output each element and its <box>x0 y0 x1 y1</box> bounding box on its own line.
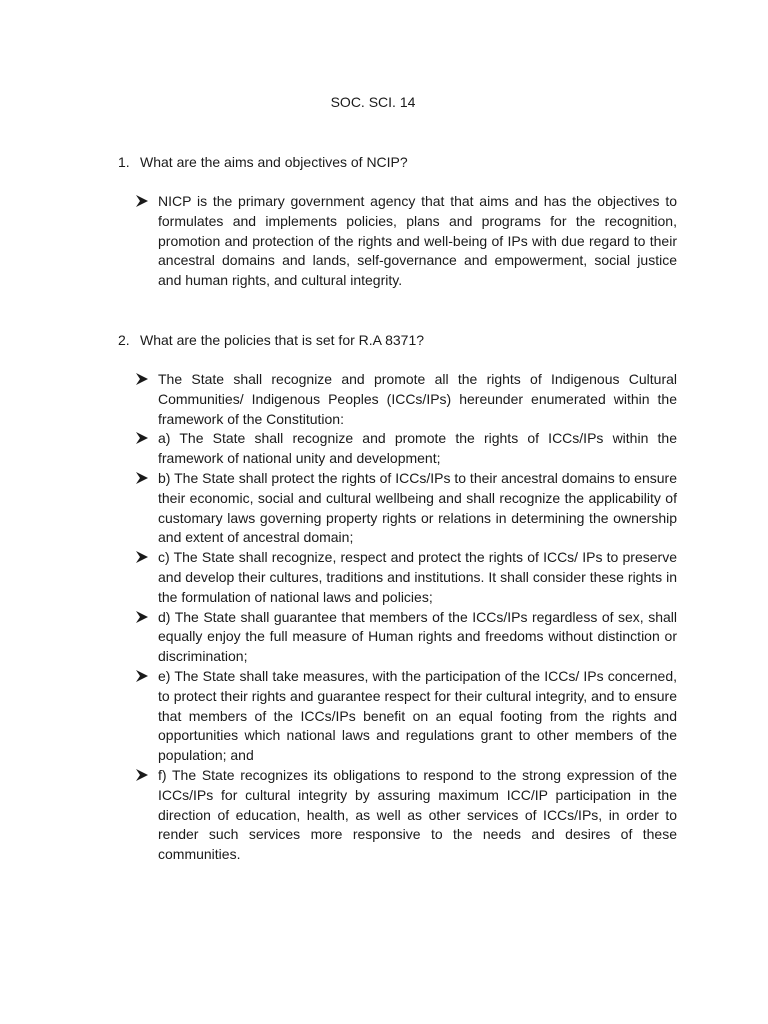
arrowhead-bullet-icon <box>135 471 149 485</box>
answer-item <box>135 608 677 667</box>
arrowhead-bullet-icon <box>135 431 149 445</box>
answer-list-2 <box>135 370 677 865</box>
answer-text: The State shall recognize and promote all the rights of Indigenous Cultural Communities/ Indigenous Peoples (ICCs/IPs) hereunder enumerated within the framework of the Constitution: <box>158 371 677 427</box>
document-title: SOC. SCI. 14 <box>330 94 416 110</box>
arrowhead-bullet-icon <box>135 194 149 208</box>
question-number: 2. <box>118 332 130 348</box>
question-2 <box>118 331 678 349</box>
answer-item <box>135 766 677 865</box>
arrowhead-bullet-icon <box>135 372 149 386</box>
answer-text: b) The State shall protect the rights of ICCs/IPs to their ancestral domains to ensure their economic, social and cultural wellbeing and shall recognize the applicability of customary laws governing property rights or relations in determining the ownership and extent of ancestral domain; <box>158 469 677 546</box>
question-1 <box>118 153 678 171</box>
answer-text: NICP is the primary government agency that that aims and has the objectives to formulates and implements policies, plans and programs for the recognition, promotion and protection of the rights and well-being of IPs with due regard to their ancestral domains and lands, self-governance and empowerment, social justice and human rights, and cultural integrity. <box>158 193 677 289</box>
answer-item <box>135 667 677 766</box>
answer-item <box>135 370 677 429</box>
answer-text: d) The State shall guarantee that members of the ICCs/IPs regardless of sex, shall equally enjoy the full measure of Human rights and freedoms without distinction or discrimination; <box>158 608 677 665</box>
question-text: What are the aims and objectives of NCIP? <box>140 154 408 170</box>
answer-text: c) The State shall recognize, respect and protect the rights of ICCs/ IPs to preserve and develop their cultures, traditions and institutions. It shall consider these rights in the formulation of national laws and policies; <box>158 549 677 605</box>
question-number: 1. <box>118 154 130 170</box>
arrowhead-bullet-icon <box>135 550 149 564</box>
answer-text: e) The State shall take measures, with the participation of the ICCs/ IPs concerned, to protect their rights and guarantee respect for their cultural integrity, and to ensure that members of the ICCs/IPs benefit on an equal footing from the rights and opportunities which national laws and regulations grant to other members of the population; and <box>158 667 677 764</box>
question-text: What are the policies that is set for R.A 8371? <box>140 332 425 348</box>
answer-item <box>135 469 677 548</box>
answer-text: a) The State shall recognize and promote the rights of ICCs/IPs within the framework of national unity and development; <box>158 430 677 467</box>
arrowhead-bullet-icon <box>135 610 149 624</box>
answer-list-1 <box>135 192 677 291</box>
answer-text: f) The State recognizes its obligations to respond to the strong expression of the ICCs/IPs for cultural integrity by assuring maximum ICC/IP participation in the direction of education, health, as well as other services of ICCs/IPs, in order to render such services more responsive to the needs and desires of these communities. <box>158 766 677 863</box>
answer-item <box>135 192 677 291</box>
answer-item <box>135 429 677 469</box>
arrowhead-bullet-icon <box>135 768 149 782</box>
answer-item <box>135 548 677 607</box>
arrowhead-bullet-icon <box>135 669 149 683</box>
